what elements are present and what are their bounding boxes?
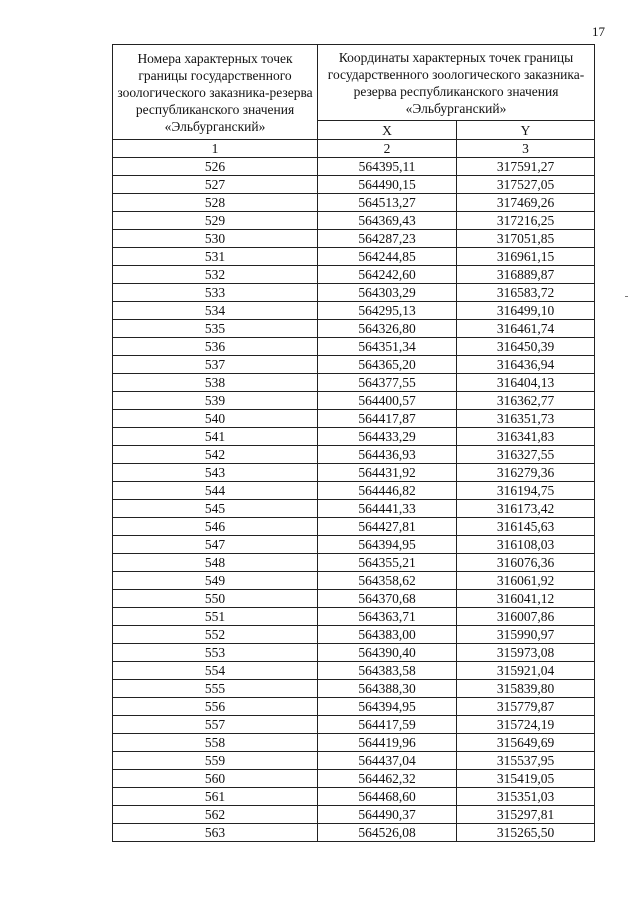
point-number-cell: 556 [113, 698, 318, 716]
point-number-cell: 547 [113, 536, 318, 554]
x-coordinate-cell: 564526,08 [318, 824, 457, 842]
table-row [113, 212, 595, 230]
point-number-cell: 551 [113, 608, 318, 626]
point-number-cell: 541 [113, 428, 318, 446]
point-number-cell: 539 [113, 392, 318, 410]
point-number-cell: 560 [113, 770, 318, 788]
point-number-cell: 531 [113, 248, 318, 266]
table-row [113, 500, 595, 518]
x-coordinate-cell: 564303,29 [318, 284, 457, 302]
point-number-cell: 558 [113, 734, 318, 752]
y-coordinate-cell: 316341,83 [457, 428, 595, 446]
y-coordinate-cell: 316327,55 [457, 446, 595, 464]
y-coordinate-cell: 315265,50 [457, 824, 595, 842]
x-coordinate-cell: 564351,34 [318, 338, 457, 356]
y-coordinate-cell: 317216,25 [457, 212, 595, 230]
point-number-cell: 544 [113, 482, 318, 500]
x-coordinate-cell: 564287,23 [318, 230, 457, 248]
table-row [113, 230, 595, 248]
table-row [113, 590, 595, 608]
x-coordinate-cell: 564326,80 [318, 320, 457, 338]
x-coordinate-cell: 564462,32 [318, 770, 457, 788]
y-coordinate-cell: 315921,04 [457, 662, 595, 680]
column-number-2: 2 [318, 140, 457, 158]
y-coordinate-cell: 316583,72 [457, 284, 595, 302]
y-coordinate-cell: 317527,05 [457, 176, 595, 194]
point-number-cell: 546 [113, 518, 318, 536]
point-number-cell: 553 [113, 644, 318, 662]
coordinates-table [112, 44, 595, 842]
point-number-cell: 536 [113, 338, 318, 356]
table-row [113, 320, 595, 338]
point-number-cell: 534 [113, 302, 318, 320]
table-row [113, 338, 595, 356]
point-number-cell: 530 [113, 230, 318, 248]
point-number-cell: 542 [113, 446, 318, 464]
point-number-cell: 562 [113, 806, 318, 824]
x-coordinate-cell: 564417,87 [318, 410, 457, 428]
y-coordinate-cell: 315724,19 [457, 716, 595, 734]
x-coordinate-cell: 564242,60 [318, 266, 457, 284]
table-row [113, 572, 595, 590]
y-coordinate-cell: 315351,03 [457, 788, 595, 806]
table-row [113, 284, 595, 302]
x-coordinate-cell: 564419,96 [318, 734, 457, 752]
x-coordinate-cell: 564437,04 [318, 752, 457, 770]
table-row [113, 680, 595, 698]
point-number-cell: 540 [113, 410, 318, 428]
point-number-cell: 559 [113, 752, 318, 770]
x-coordinate-cell: 564295,13 [318, 302, 457, 320]
x-coordinate-cell: 564358,62 [318, 572, 457, 590]
table-row [113, 410, 595, 428]
table-row [113, 662, 595, 680]
y-coordinate-cell: 316450,39 [457, 338, 595, 356]
x-coordinate-cell: 564355,21 [318, 554, 457, 572]
x-coordinate-cell: 564446,82 [318, 482, 457, 500]
point-number-cell: 557 [113, 716, 318, 734]
y-coordinate-cell: 316436,94 [457, 356, 595, 374]
x-coordinate-cell: 564433,29 [318, 428, 457, 446]
table-row [113, 482, 595, 500]
x-coordinate-cell: 564468,60 [318, 788, 457, 806]
y-coordinate-cell: 316404,13 [457, 374, 595, 392]
y-coordinate-cell: 316461,74 [457, 320, 595, 338]
y-coordinate-cell: 316499,10 [457, 302, 595, 320]
table-row [113, 374, 595, 392]
point-number-cell: 545 [113, 500, 318, 518]
y-coordinate-cell: 316061,92 [457, 572, 595, 590]
table-row [113, 608, 595, 626]
point-number-cell: 543 [113, 464, 318, 482]
y-coordinate-cell: 317591,27 [457, 158, 595, 176]
header-x: X [318, 121, 457, 140]
table-row [113, 644, 595, 662]
point-number-cell: 532 [113, 266, 318, 284]
point-number-cell: 538 [113, 374, 318, 392]
x-coordinate-cell: 564388,30 [318, 680, 457, 698]
y-coordinate-cell: 316351,73 [457, 410, 595, 428]
point-number-cell: 527 [113, 176, 318, 194]
x-coordinate-cell: 564377,55 [318, 374, 457, 392]
y-coordinate-cell: 316889,87 [457, 266, 595, 284]
y-coordinate-cell: 316145,63 [457, 518, 595, 536]
y-coordinate-cell: 315419,05 [457, 770, 595, 788]
column-number-3: 3 [457, 140, 595, 158]
table-row [113, 464, 595, 482]
point-number-cell: 533 [113, 284, 318, 302]
x-coordinate-cell: 564365,20 [318, 356, 457, 374]
table-row [113, 806, 595, 824]
point-number-cell: 548 [113, 554, 318, 572]
y-coordinate-cell: 316108,03 [457, 536, 595, 554]
table-row [113, 770, 595, 788]
table-row [113, 554, 595, 572]
y-coordinate-cell: 316041,12 [457, 590, 595, 608]
x-coordinate-cell: 564383,58 [318, 662, 457, 680]
x-coordinate-cell: 564394,95 [318, 698, 457, 716]
table-row [113, 446, 595, 464]
y-coordinate-cell: 317051,85 [457, 230, 595, 248]
x-coordinate-cell: 564513,27 [318, 194, 457, 212]
point-number-cell: 526 [113, 158, 318, 176]
x-coordinate-cell: 564369,43 [318, 212, 457, 230]
x-coordinate-cell: 564427,81 [318, 518, 457, 536]
y-coordinate-cell: 315990,97 [457, 626, 595, 644]
point-number-cell: 528 [113, 194, 318, 212]
y-coordinate-cell: 316173,42 [457, 500, 595, 518]
y-coordinate-cell: 315779,87 [457, 698, 595, 716]
y-coordinate-cell: 316961,15 [457, 248, 595, 266]
table-row [113, 176, 595, 194]
point-number-cell: 537 [113, 356, 318, 374]
x-coordinate-cell: 564370,68 [318, 590, 457, 608]
table-row [113, 356, 595, 374]
x-coordinate-cell: 564400,57 [318, 392, 457, 410]
margin-mark [625, 296, 628, 297]
y-coordinate-cell: 316007,86 [457, 608, 595, 626]
y-coordinate-cell: 315973,08 [457, 644, 595, 662]
table-row [113, 536, 595, 554]
y-coordinate-cell: 315297,81 [457, 806, 595, 824]
table-row [113, 518, 595, 536]
point-number-cell: 561 [113, 788, 318, 806]
page-number: 17 [592, 24, 605, 39]
x-coordinate-cell: 564394,95 [318, 536, 457, 554]
table-row [113, 752, 595, 770]
table-body [113, 158, 595, 842]
y-coordinate-cell: 316194,75 [457, 482, 595, 500]
y-coordinate-cell: 316279,36 [457, 464, 595, 482]
point-number-cell: 563 [113, 824, 318, 842]
x-coordinate-cell: 564363,71 [318, 608, 457, 626]
table-row [113, 824, 595, 842]
table-row [113, 716, 595, 734]
x-coordinate-cell: 564490,37 [318, 806, 457, 824]
y-coordinate-cell: 316362,77 [457, 392, 595, 410]
table-row [113, 194, 595, 212]
point-number-cell: 550 [113, 590, 318, 608]
point-number-cell: 554 [113, 662, 318, 680]
table-row [113, 158, 595, 176]
point-number-cell: 529 [113, 212, 318, 230]
x-coordinate-cell: 564395,11 [318, 158, 457, 176]
y-coordinate-cell: 315649,69 [457, 734, 595, 752]
point-number-cell: 549 [113, 572, 318, 590]
point-number-cell: 552 [113, 626, 318, 644]
x-coordinate-cell: 564441,33 [318, 500, 457, 518]
table-row [113, 734, 595, 752]
y-coordinate-cell: 315839,80 [457, 680, 595, 698]
header-points-column: Номера характерных точек границы государственного зоологического заказника-резерва республиканского значения «Эльбурганский» [113, 45, 318, 140]
y-coordinate-cell: 316076,36 [457, 554, 595, 572]
x-coordinate-cell: 564390,40 [318, 644, 457, 662]
x-coordinate-cell: 564490,15 [318, 176, 457, 194]
x-coordinate-cell: 564244,85 [318, 248, 457, 266]
table-row [113, 428, 595, 446]
table-row [113, 698, 595, 716]
table-row [113, 266, 595, 284]
header-y: Y [457, 121, 595, 140]
point-number-cell: 535 [113, 320, 318, 338]
x-coordinate-cell: 564431,92 [318, 464, 457, 482]
table-row [113, 626, 595, 644]
y-coordinate-cell: 317469,26 [457, 194, 595, 212]
y-coordinate-cell: 315537,95 [457, 752, 595, 770]
table-row [113, 392, 595, 410]
x-coordinate-cell: 564417,59 [318, 716, 457, 734]
header-coordinates-column: Координаты характерных точек границы государственного зоологического заказника-резерва республиканского значения «Эльбурганский» [318, 45, 595, 121]
point-number-cell: 555 [113, 680, 318, 698]
table-row [113, 248, 595, 266]
table-row [113, 302, 595, 320]
x-coordinate-cell: 564383,00 [318, 626, 457, 644]
table-row [113, 788, 595, 806]
column-number-1: 1 [113, 140, 318, 158]
x-coordinate-cell: 564436,93 [318, 446, 457, 464]
